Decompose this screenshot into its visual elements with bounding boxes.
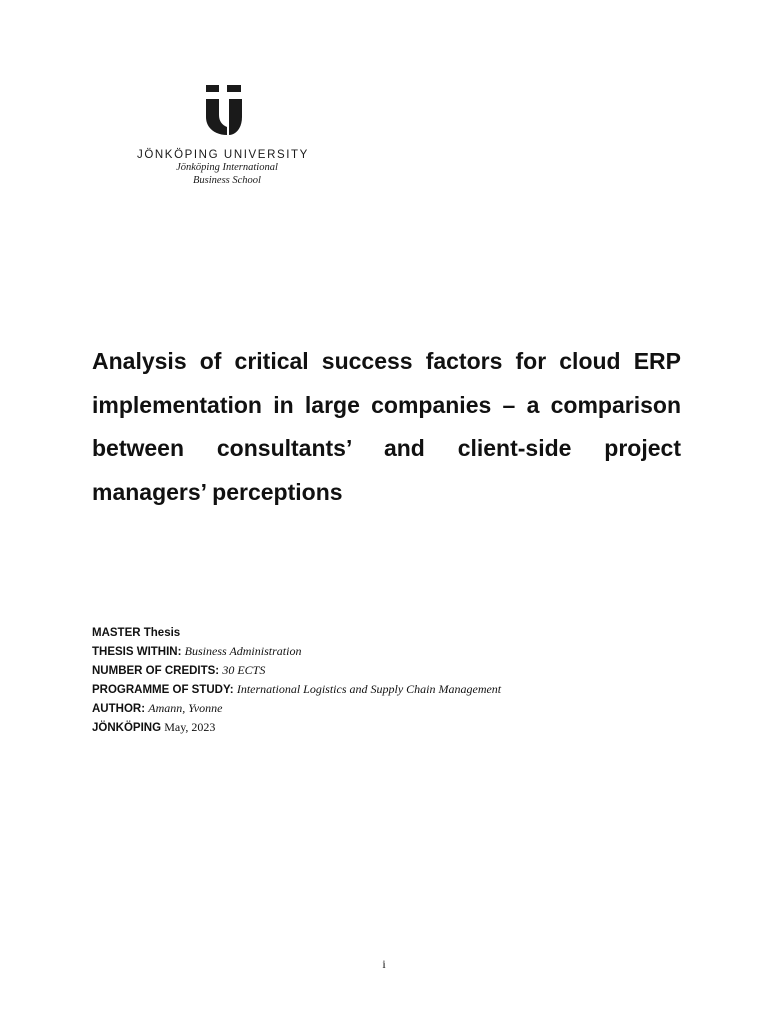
author-value: Amann, Yvonne <box>148 701 223 715</box>
thesis-within-row <box>92 642 501 661</box>
author-label: AUTHOR: <box>92 703 146 715</box>
programme-value: International Logistics and Supply Chain Management <box>236 682 502 696</box>
thesis-within-value: Business Administration <box>184 644 302 658</box>
thesis-within-label: THESIS WITHIN: <box>92 646 182 658</box>
place-date-row <box>92 718 501 737</box>
place-label: JÖNKÖPING <box>92 722 162 734</box>
school-name-line-2: Business School <box>193 175 261 186</box>
date-value: May, 2023 <box>164 720 216 734</box>
credits-label: NUMBER OF CREDITS: <box>92 665 220 677</box>
programme-label: PROGRAMME OF STUDY: <box>92 684 234 696</box>
thesis-type-row <box>92 624 501 642</box>
programme-row <box>92 680 501 699</box>
author-row <box>92 699 501 718</box>
school-name-line-1: Jönköping International <box>176 162 278 173</box>
thesis-type: MASTER Thesis <box>92 627 181 639</box>
thesis-title: Analysis of critical success factors for cloud ERP implementation in large companies – a comparison between consultants’ and client-side project managers’ perceptions <box>92 348 681 505</box>
ju-logo-mark-icon <box>205 85 249 137</box>
credits-value: 30 ECTS <box>222 663 266 677</box>
university-logo <box>137 85 317 187</box>
page-number: i <box>382 957 386 971</box>
university-name: JÖNKÖPING UNIVERSITY <box>137 149 309 161</box>
credits-row <box>92 661 501 680</box>
thesis-metadata <box>92 624 501 737</box>
